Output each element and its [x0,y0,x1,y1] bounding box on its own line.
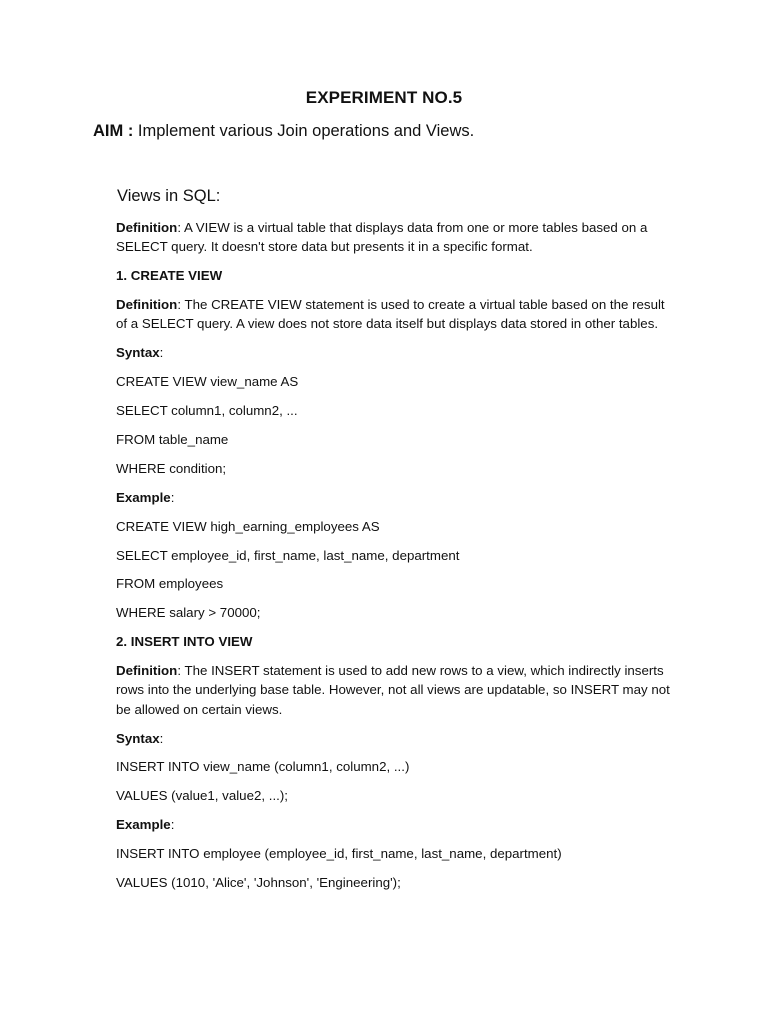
section-heading: Views in SQL: [117,187,221,205]
intro-definition [116,218,676,257]
example-label: Example [116,817,171,833]
insert-view-example-label [116,815,676,834]
definition-label: Definition [116,663,178,679]
code-line: FROM employees [116,576,224,592]
aim-line [93,122,474,141]
create-view-heading: 1. CREATE VIEW [116,268,223,284]
create-view-definition [116,295,676,334]
code-line: WHERE salary > 70000; [116,605,261,621]
code-line: SELECT column1, column2, ... [116,403,298,419]
create-view-example-label [116,488,676,507]
syntax-label: Syntax [116,730,160,746]
code-line: CREATE VIEW high_earning_employees AS [116,518,380,534]
syntax-colon: : [159,345,164,361]
code-line: VALUES (value1, value2, ...); [116,788,288,804]
syntax-colon: : [159,730,164,746]
create-view-syntax-label [116,343,676,362]
aim-text: Implement various Join operations and Views. [133,122,475,140]
example-label: Example [116,489,171,505]
example-colon: : [170,817,175,833]
code-line: WHERE condition; [116,460,227,476]
code-line: INSERT INTO view_name (column1, column2, ...) [116,759,410,775]
definition-text: : A VIEW is a virtual table that displays data from one or more tables based on a SELECT query. It doesn't store data but presents it in a specific format. [116,220,648,255]
code-line: SELECT employee_id, first_name, last_name, department [116,547,460,563]
code-line: INSERT INTO employee (employee_id, first_name, last_name, department) [116,846,562,862]
insert-view-syntax-label [116,729,676,748]
page-title: EXPERIMENT NO.5 [305,88,463,107]
syntax-label: Syntax [116,345,160,361]
example-colon: : [170,489,175,505]
insert-view-definition [116,661,676,719]
insert-view-heading: 2. INSERT INTO VIEW [116,634,253,650]
code-line: FROM table_name [116,431,229,447]
code-line: CREATE VIEW view_name AS [116,374,299,390]
definition-text: : The INSERT statement is used to add new rows to a view, which indirectly inserts rows into the underlying base table. However, not all views are updatable, so INSERT may not be allowed on certain views. [116,663,670,717]
definition-label: Definition [116,220,178,235]
code-line: VALUES (1010, 'Alice', 'Johnson', 'Engineering'); [116,875,401,890]
aim-label: AIM : [93,122,134,140]
definition-label: Definition [116,297,178,313]
definition-text: : The CREATE VIEW statement is used to create a virtual table based on the result of a SELECT query. A view does not store data itself but displays data stored in other tables. [116,297,665,332]
document-body [116,218,676,902]
